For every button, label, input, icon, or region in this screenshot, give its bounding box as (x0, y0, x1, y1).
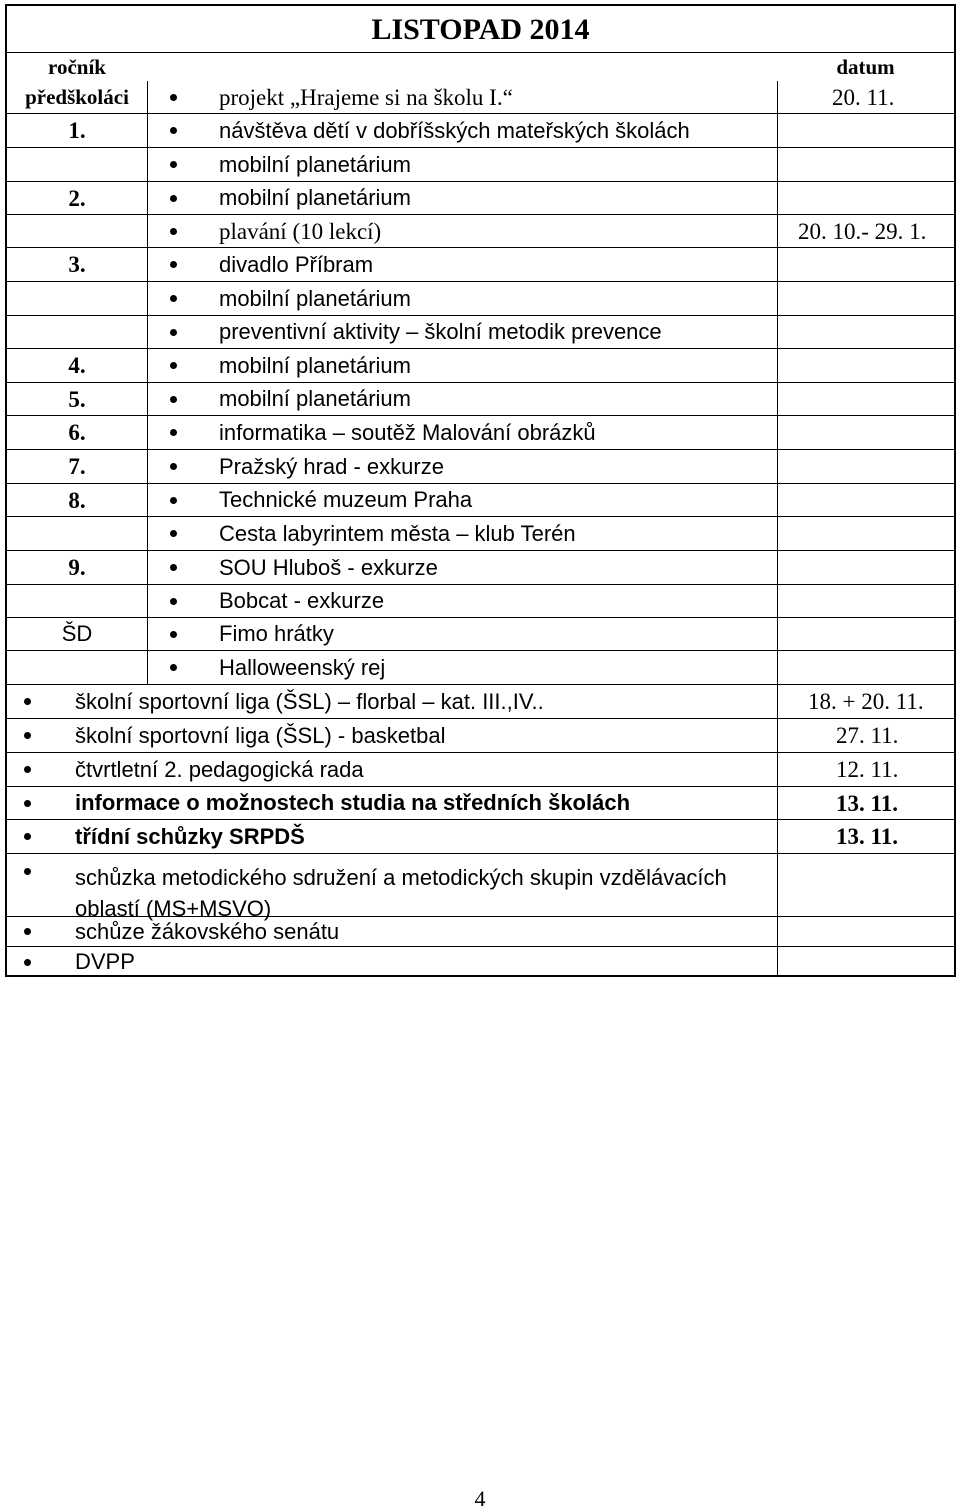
date-cell: 12. 11. (777, 753, 954, 786)
event-cell: Bobcat - exkurze (219, 588, 385, 613)
grade-cell (7, 215, 148, 247)
date-cell (777, 854, 954, 916)
date-cell (777, 416, 954, 449)
event-cell: třídní schůzky SRPDŠ (75, 823, 305, 849)
event-cell: návštěva dětí v dobříšských mateřských školách (219, 117, 690, 143)
event-cell: projekt „Hrajeme si na školu I.“ (219, 84, 513, 110)
date-cell (777, 585, 954, 617)
event-cell: SOU Hluboš - exkurze (219, 554, 438, 580)
date-cell (777, 517, 954, 550)
table-row (7, 719, 954, 753)
table-row (7, 753, 954, 787)
event-cell: čtvrtletní 2. pedagogická rada (75, 756, 364, 782)
bullet-icon (7, 947, 47, 977)
grade-cell: 1. (7, 114, 148, 147)
table-row (7, 585, 954, 618)
bullet-icon (147, 517, 199, 550)
bullet-icon (147, 618, 199, 650)
bullet-icon (147, 484, 199, 516)
bullet-icon (147, 282, 199, 315)
grade-cell: 2. (7, 182, 148, 214)
schedule-table (5, 4, 956, 977)
table-row (7, 81, 954, 114)
event-cell: Halloweenský rej (219, 654, 386, 680)
event-cell: Pražský hrad - exkurze (219, 453, 444, 479)
date-cell: 13. 11. (777, 787, 954, 819)
table-row (7, 114, 954, 148)
bullet-icon (147, 248, 199, 281)
bullet-icon (147, 81, 199, 113)
table-row (7, 383, 954, 416)
bullet-icon (147, 383, 199, 415)
bullet-icon (147, 551, 199, 584)
date-cell: 18. + 20. 11. (777, 685, 954, 718)
date-cell (777, 551, 954, 584)
table-row (7, 416, 954, 450)
table-row (7, 917, 954, 947)
bullet-icon (7, 820, 47, 853)
table-row (7, 947, 954, 977)
bullet-icon (147, 585, 199, 617)
event-cell: mobilní planetárium (219, 386, 411, 411)
date-cell (777, 114, 954, 147)
grade-cell (7, 651, 148, 684)
table-row (7, 484, 954, 517)
date-cell (777, 947, 954, 977)
bullet-icon (7, 787, 47, 819)
page-number: 4 (474, 1486, 486, 1511)
date-cell (777, 316, 954, 348)
table-row (7, 215, 954, 248)
event-cell: Technické muzeum Praha (219, 487, 473, 512)
date-cell (777, 182, 954, 214)
bullet-icon (7, 917, 47, 946)
grade-cell: 9. (7, 551, 148, 584)
table-row (7, 685, 954, 719)
grade-cell: 7. (7, 450, 148, 483)
bullet-icon (147, 416, 199, 449)
bullet-icon (7, 719, 47, 752)
bullet-icon (147, 316, 199, 348)
grade-cell (7, 585, 148, 617)
event-cell: informace o možnostech studia na středních školách (75, 790, 631, 815)
bullet-icon (147, 148, 199, 181)
date-cell (777, 484, 954, 516)
event-cell: DVPP (75, 949, 135, 974)
date-cell (777, 450, 954, 483)
event-cell: divadlo Příbram (219, 251, 374, 277)
event-cell: Fimo hrátky (219, 621, 334, 646)
bullet-icon (147, 651, 199, 684)
bullet-icon (147, 114, 199, 147)
event-cell: informatika – soutěž Malování obrázků (219, 419, 596, 445)
table-row (7, 854, 954, 921)
event-cell: preventivní aktivity – školní metodik prevence (219, 319, 662, 344)
date-cell (777, 282, 954, 315)
grade-cell: 5. (7, 383, 148, 415)
date-cell (777, 618, 954, 650)
table-row (7, 517, 954, 551)
date-cell (777, 148, 954, 181)
bullet-icon (7, 753, 47, 786)
header-row (7, 53, 954, 81)
grade-cell (7, 517, 148, 550)
event-cell: mobilní planetárium (219, 285, 411, 311)
date-column-header: datum (836, 54, 895, 79)
table-row (7, 551, 954, 585)
bullet-icon (7, 685, 47, 718)
table-title: LISTOPAD 2014 (371, 13, 590, 46)
table-row (7, 618, 954, 651)
table-row (7, 349, 954, 383)
table-row (7, 787, 954, 820)
grade-cell: 3. (7, 248, 148, 281)
event-cell: školní sportovní liga (ŠSL) – florbal – kat. III.,IV.. (75, 688, 544, 714)
event-cell: mobilní planetárium (219, 151, 411, 177)
grade-cell: 6. (7, 416, 148, 449)
date-cell: 27. 11. (777, 719, 954, 752)
date-cell (777, 349, 954, 382)
table-row (7, 182, 954, 215)
bullet-icon (147, 182, 199, 214)
table-row (7, 248, 954, 282)
table-row (7, 316, 954, 349)
event-cell: školní sportovní liga (ŠSL) - basketbal (75, 722, 446, 748)
date-cell (777, 917, 954, 946)
table-row (7, 282, 954, 316)
title-row (7, 6, 954, 53)
grade-cell: 8. (7, 484, 148, 516)
table-row (7, 148, 954, 182)
event-cell: Cesta labyrintem města – klub Terén (219, 520, 576, 546)
bullet-icon (147, 349, 199, 382)
table-row (7, 651, 954, 685)
date-cell (777, 651, 954, 684)
bullet-icon (147, 215, 199, 247)
event-cell: plavání (10 lekcí) (219, 218, 382, 244)
event-cell: mobilní planetárium (219, 352, 411, 378)
date-cell (777, 248, 954, 281)
event-cell: schůzka metodického sdružení a metodických skupin vzdělávacích oblastí (MS+MSVO) (75, 865, 727, 921)
bullet-icon (147, 450, 199, 483)
table-row (7, 450, 954, 484)
date-cell: 20. 11. (777, 81, 954, 113)
date-cell (777, 383, 954, 415)
date-cell: 20. 10.- 29. 1. (777, 215, 954, 247)
event-cell: mobilní planetárium (219, 185, 411, 210)
table-row (7, 820, 954, 854)
grade-cell (7, 148, 148, 181)
grade-cell (7, 282, 148, 315)
grade-cell: předškoláci (7, 81, 148, 113)
grade-cell: ŠD (7, 618, 148, 650)
grade-column-header: ročník (48, 54, 106, 79)
bullet-icon (7, 854, 47, 916)
grade-cell: 4. (7, 349, 148, 382)
grade-cell (7, 316, 148, 348)
date-cell: 13. 11. (777, 820, 954, 853)
event-cell: schůze žákovského senátu (75, 918, 340, 944)
